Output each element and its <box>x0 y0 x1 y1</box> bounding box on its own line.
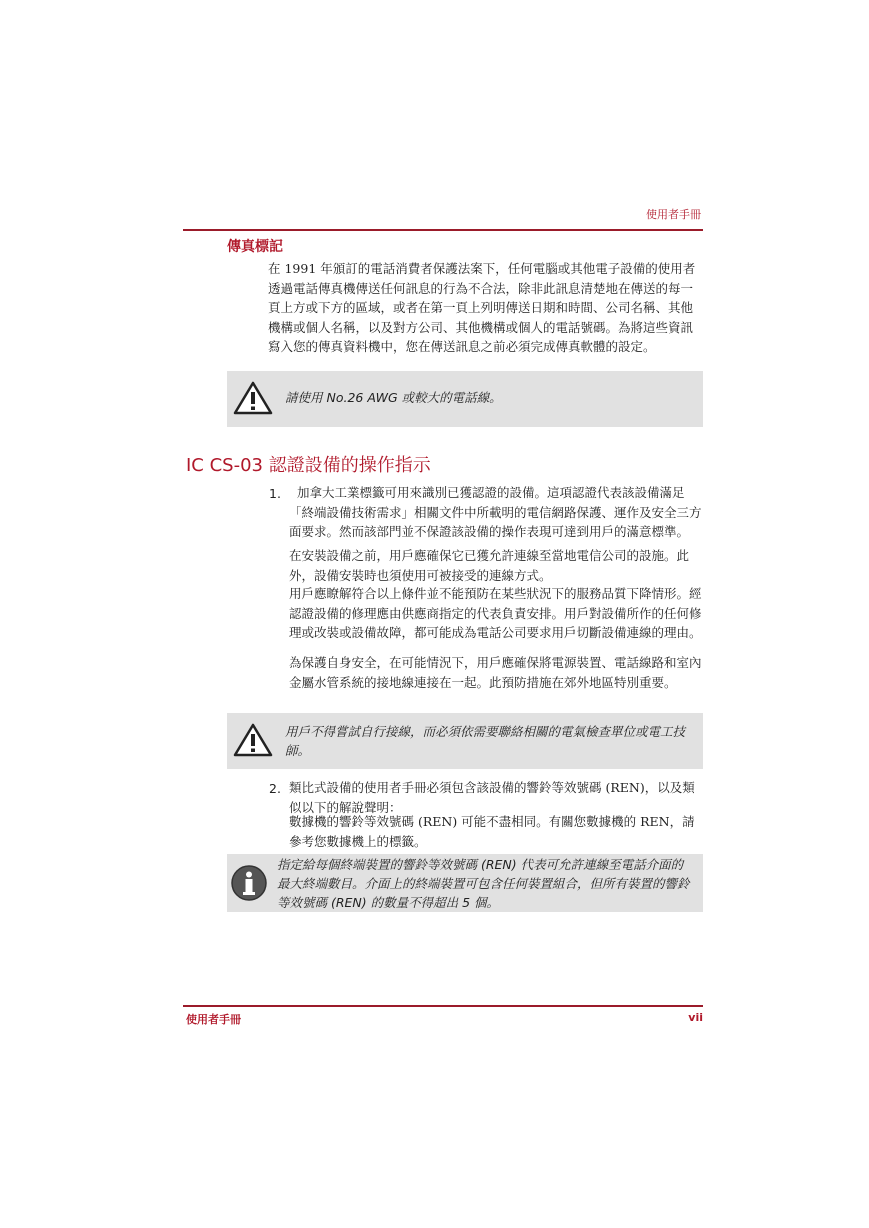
item1-paragraph-3: 用戶應瞭解符合以上條件並不能預防在某些狀況下的服務品質下降情形。經認證設備的修理應由供應商指定的代表負責安排。用戶對設備所作的任何修理或改裝或設備故障，都可能成為電話公司要求用戶切斷設備連線的理由。 <box>289 586 702 640</box>
caution-text: 請使用 No.26 AWG 或較大的電話線。 <box>285 390 502 405</box>
info-box <box>227 854 703 912</box>
fax-paragraph: 在 1991 年頒訂的電話消費者保護法案下，任何電腦或其他電子設備的使用者透過電話傳真機傳送任何訊息的行為不合法，除非此訊息清楚地在傳送的每一頁上方或下方的區域，或者在第一頁上列明傳送日期和時間、公司名稱、其他機構或個人名稱，以及對方公司、其他機構或個人的電話號碼。為將這些資訊寫入您的傳真資料機中，您在傳送訊息之前必須完成傳真軟體的設定。 <box>268 261 696 354</box>
item1-paragraph-4: 為保護自身安全，在可能情況下，用戶應確保將電源裝置、電話線路和室內金屬水管系統的接地線連接在一起。此預防措施在郊外地區特別重要。 <box>289 655 702 690</box>
info-icon <box>230 864 268 902</box>
list-number-1: 1. <box>269 486 281 501</box>
list-number-2: 2. <box>269 781 281 796</box>
footer-rule <box>183 1005 703 1007</box>
running-header: 使用者手冊 <box>646 208 701 221</box>
item1-paragraph-2: 在安裝設備之前，用戶應確保它已獲允許連線至當地電信公司的設施。此外，設備安裝時也須使用可被接受的連線方式。 <box>289 548 690 583</box>
item2-paragraph-2: 數據機的響鈴等效號碼 (REN) 可能不盡相同。有關您數據機的 REN，請參考您數據機上的標籤。 <box>289 814 695 849</box>
caution-text-2: 用戶不得嘗試自行接線，而必須依需要聯絡相關的電氣檢查單位或電工技師。 <box>285 724 686 758</box>
item1-paragraph-1: 加拿大工業標籤可用來識別已獲認證的設備。這項認證代表該設備滿足「終端設備技術需求」相關文件中所載明的電信網路保護、運作及安全三方面要求。然而該部門並不保證該設備的操作表現可達到用戶的滿意標準。 <box>289 485 702 539</box>
fax-section-title: 傳真標記 <box>227 239 283 255</box>
caution-box-2 <box>227 713 703 769</box>
warning-icon <box>233 723 273 757</box>
info-text: 指定給每個終端裝置的響鈴等效號碼 (REN) 代表可允許連線至電話介面的最大終端數目。介面上的終端裝置可包含任何裝置組合，但所有裝置的響鈴等效號碼 (REN) 的數量不得超出 5 個。 <box>277 857 690 910</box>
warning-icon <box>233 381 273 415</box>
page-number: vii <box>688 1011 703 1024</box>
header-rule <box>183 229 703 231</box>
ic-section-title: IC CS-03 認證設備的操作指示 <box>186 455 431 476</box>
caution-box <box>227 371 703 427</box>
item2-paragraph-1: 類比式設備的使用者手冊必須包含該設備的響鈴等效號碼 (REN)，以及類似以下的解說聲明： <box>289 780 695 815</box>
footer-title: 使用者手冊 <box>186 1013 241 1026</box>
